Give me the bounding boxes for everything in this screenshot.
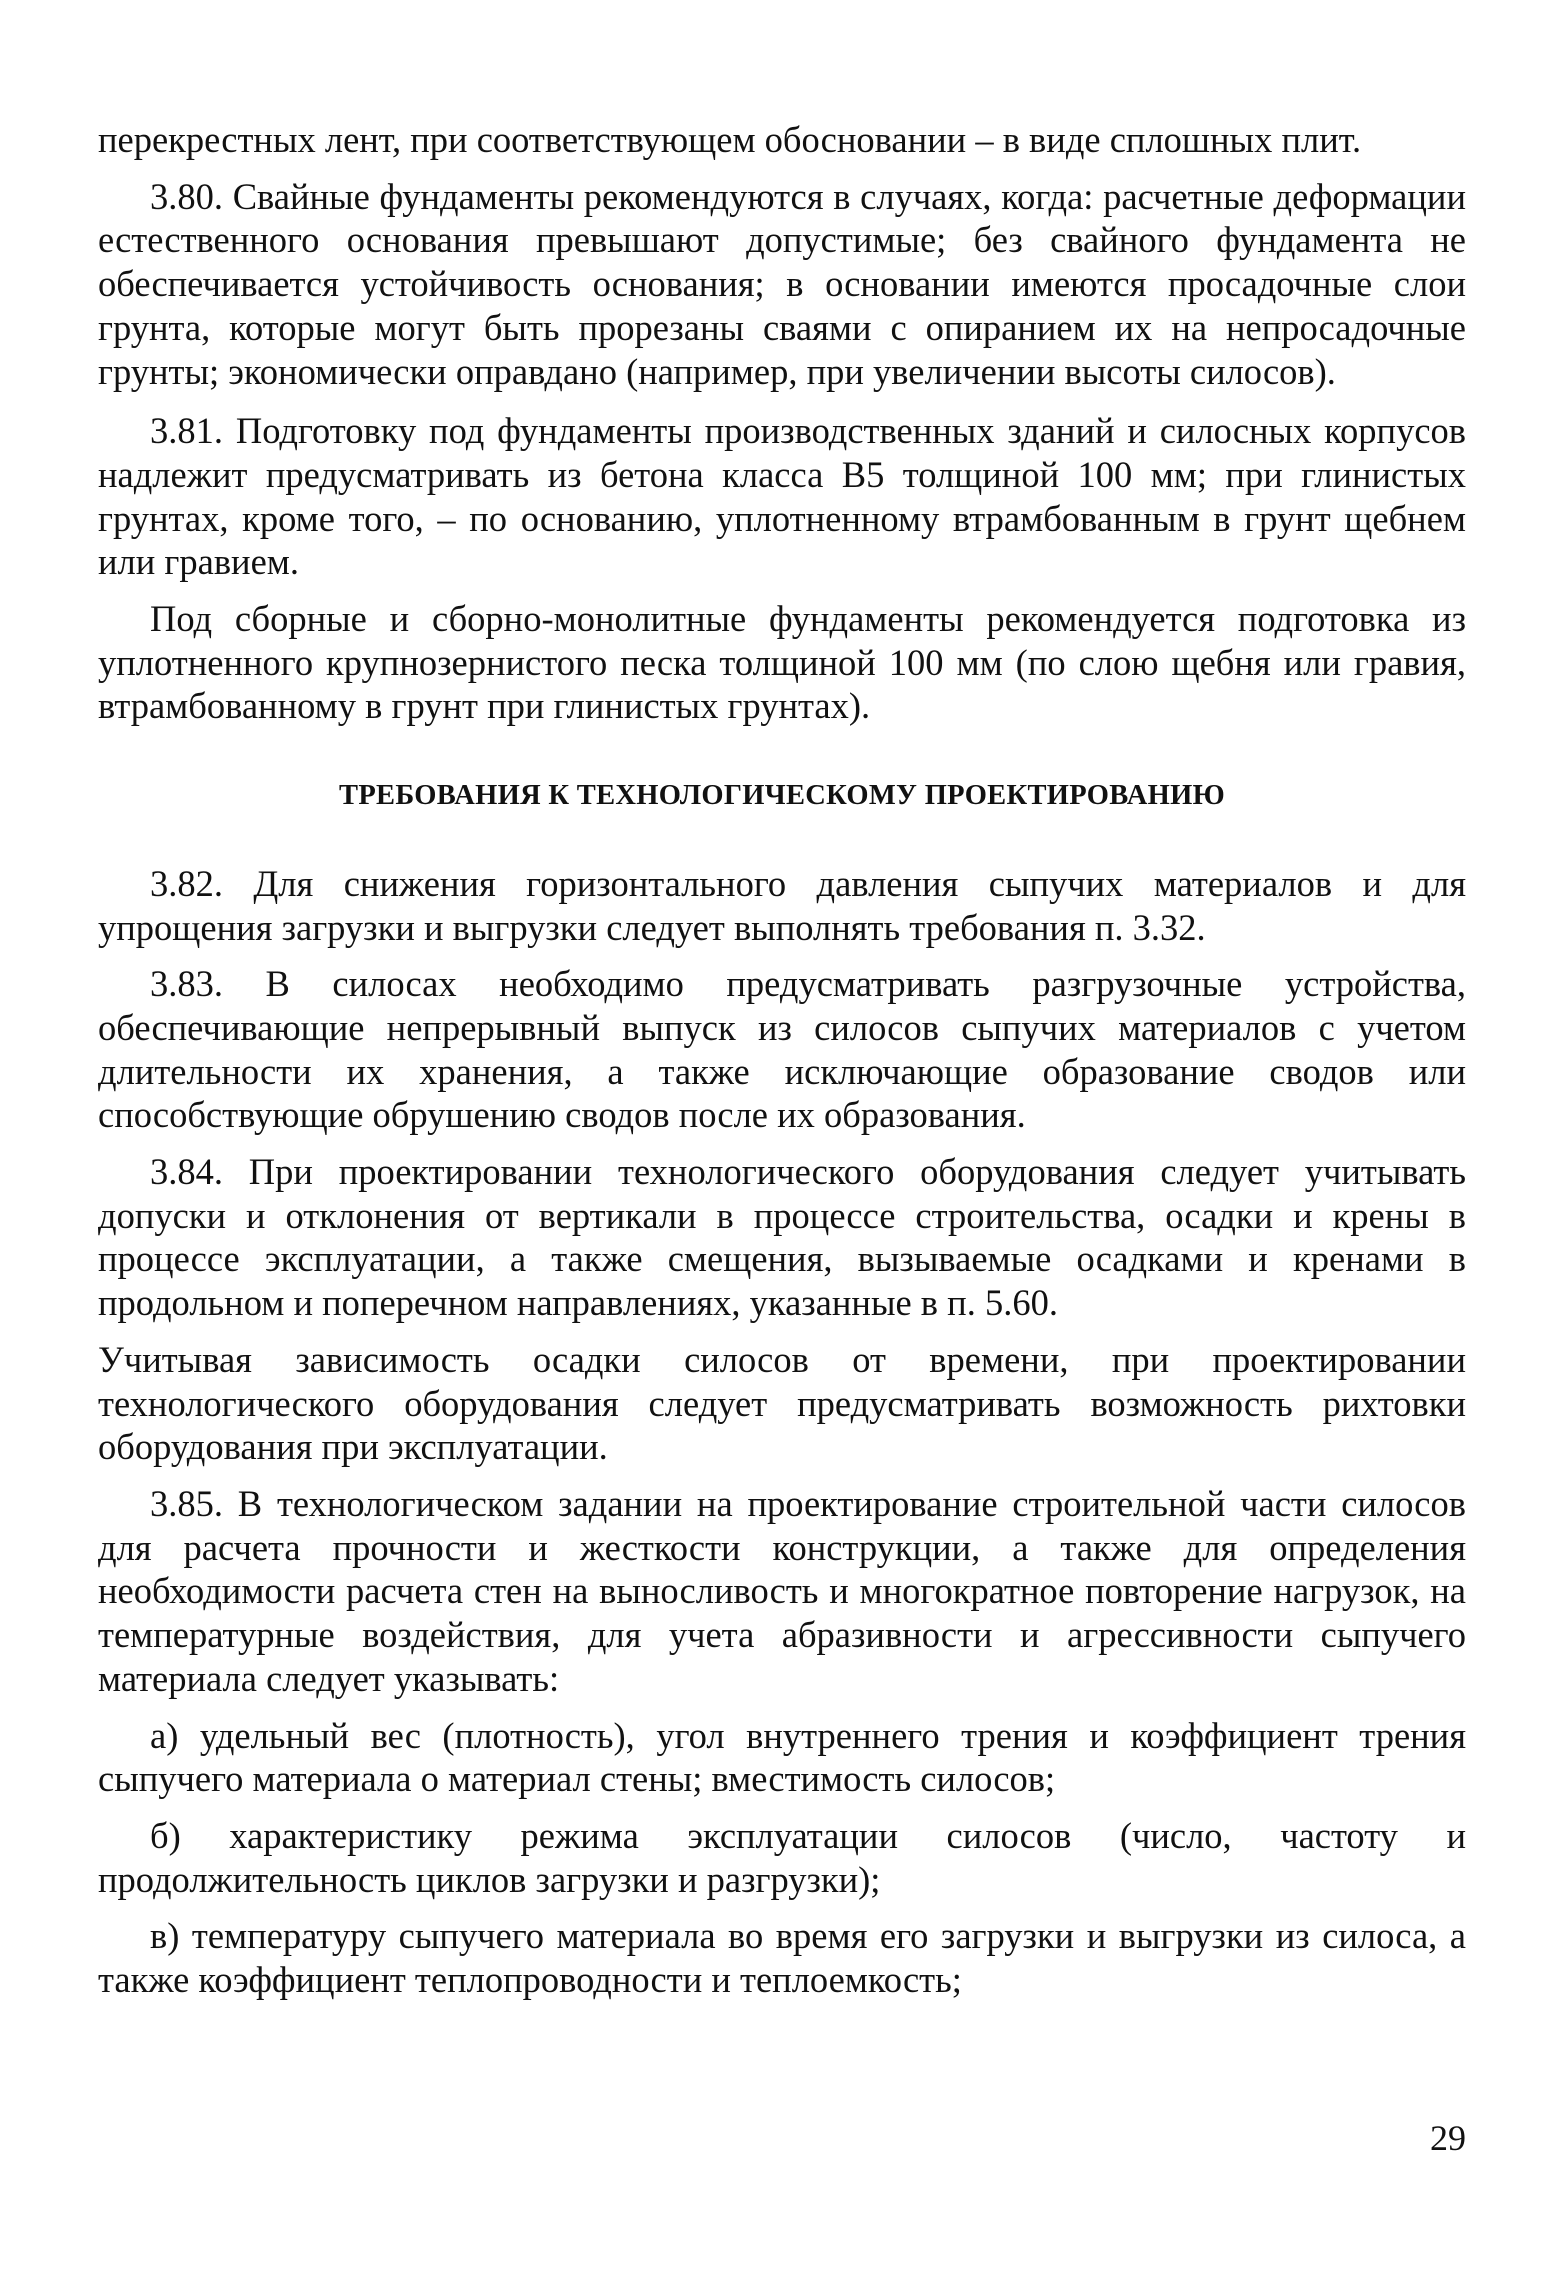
paragraph-3-81 — [98, 409, 1466, 584]
clause-text: Свайные фундаменты рекомендуются в случаях, когда: расчетные деформации естественного основания превышают допустимые; без свайного фундамента не обеспечивается устойчивость основания; в основании имеются просадочные слои грунта, которые могут быть прорезаны сваями с опиранием их на непросадочные грунты; экономически оправдано (например, при увеличении высоты силосов). — [98, 175, 1466, 392]
paragraph-3-80 — [98, 175, 1466, 394]
section-heading: ТРЕБОВАНИЯ К ТЕХНОЛОГИЧЕСКОМУ ПРОЕКТИРОВАНИЮ — [339, 780, 1225, 812]
clause-text: В силосах необходимо предусматривать разгрузочные устройства, обеспечивающие непрерывный выпуск из силосов сыпучих материалов с учетом длительности их хранения, а также исключающие образование сводов или способствующие обрушению сводов после их образования. — [98, 963, 1466, 1136]
list-item-a: а) удельный вес (плотность), угол внутреннего трения и коэффициент трения сыпучего материала о материал стены; вместимость силосов; — [98, 1714, 1466, 1800]
paragraph-3-82 — [98, 862, 1466, 949]
paragraph-3-84 — [98, 1150, 1466, 1325]
paragraph-3-81-continued: Под сборные и сборно-монолитные фундаменты рекомендуется подготовка из уплотненного крупнозернистого песка толщиной 100 мм (по слою щебня или гравия, втрамбованному в грунт при глинистых грунтах). — [98, 598, 1466, 727]
paragraph-3-84-continued: Учитывая зависимость осадки силосов от времени, при проектировании технологического оборудования следует предусматривать возможность рихтовки оборудования при эксплуатации. — [98, 1338, 1466, 1468]
clause-number: 3.80. — [150, 175, 223, 217]
clause-number: 3.82. — [150, 862, 223, 904]
list-item-b: б) характеристику режима эксплуатации силосов (число, частоту и продолжительность циклов загрузки и разгрузки); — [98, 1814, 1466, 1900]
page-number: 29 — [1430, 2118, 1466, 2158]
document-page — [98, 118, 1466, 2002]
clause-number: 3.81. — [150, 410, 223, 452]
clause-number: 3.83. — [150, 963, 223, 1005]
clause-text: В технологическом задании на проектирование строительной части силосов для расчета прочности и жесткости конструкции, а также для определения необходимости расчета стен на выносливость и многократное повторение нагрузок, на температурные воздействия, для учета абразивности и агрессивности сыпучего материала следует указывать: — [98, 1482, 1466, 1699]
clause-number: 3.84. — [150, 1151, 223, 1193]
paragraph-3-85 — [98, 1482, 1466, 1701]
paragraph-continuation: перекрестных лент, при соответствующем обосновании – в виде сплошных плит. — [98, 119, 1362, 160]
clause-text: Подготовку под фундаменты производственных зданий и силосных корпусов надлежит предусматривать из бетона класса В5 толщиной 100 мм; при глинистых грунтах, кроме того, – по основанию, уплотненному втрамбованным в грунт щебнем или гравием. — [98, 410, 1466, 583]
clause-text: При проектировании технологического оборудования следует учитывать допуски и отклонения от вертикали в процессе строительства, осадки и крены в процессе эксплуатации, а также смещения, вызываемые осадками и кренами в продольном и поперечном направлениях, указанные в п. 5.60. — [98, 1151, 1466, 1324]
paragraph-3-83 — [98, 962, 1466, 1137]
clause-number: 3.85. — [150, 1482, 223, 1524]
clause-text: Для снижения горизонтального давления сыпучих материалов и для упрощения загрузки и выгрузки следует выполнять требования п. 3.32. — [98, 862, 1466, 948]
list-item-v: в) температуру сыпучего материала во время его загрузки и выгрузки из силоса, а также коэффициент теплопроводности и теплоемкость; — [98, 1915, 1466, 2001]
